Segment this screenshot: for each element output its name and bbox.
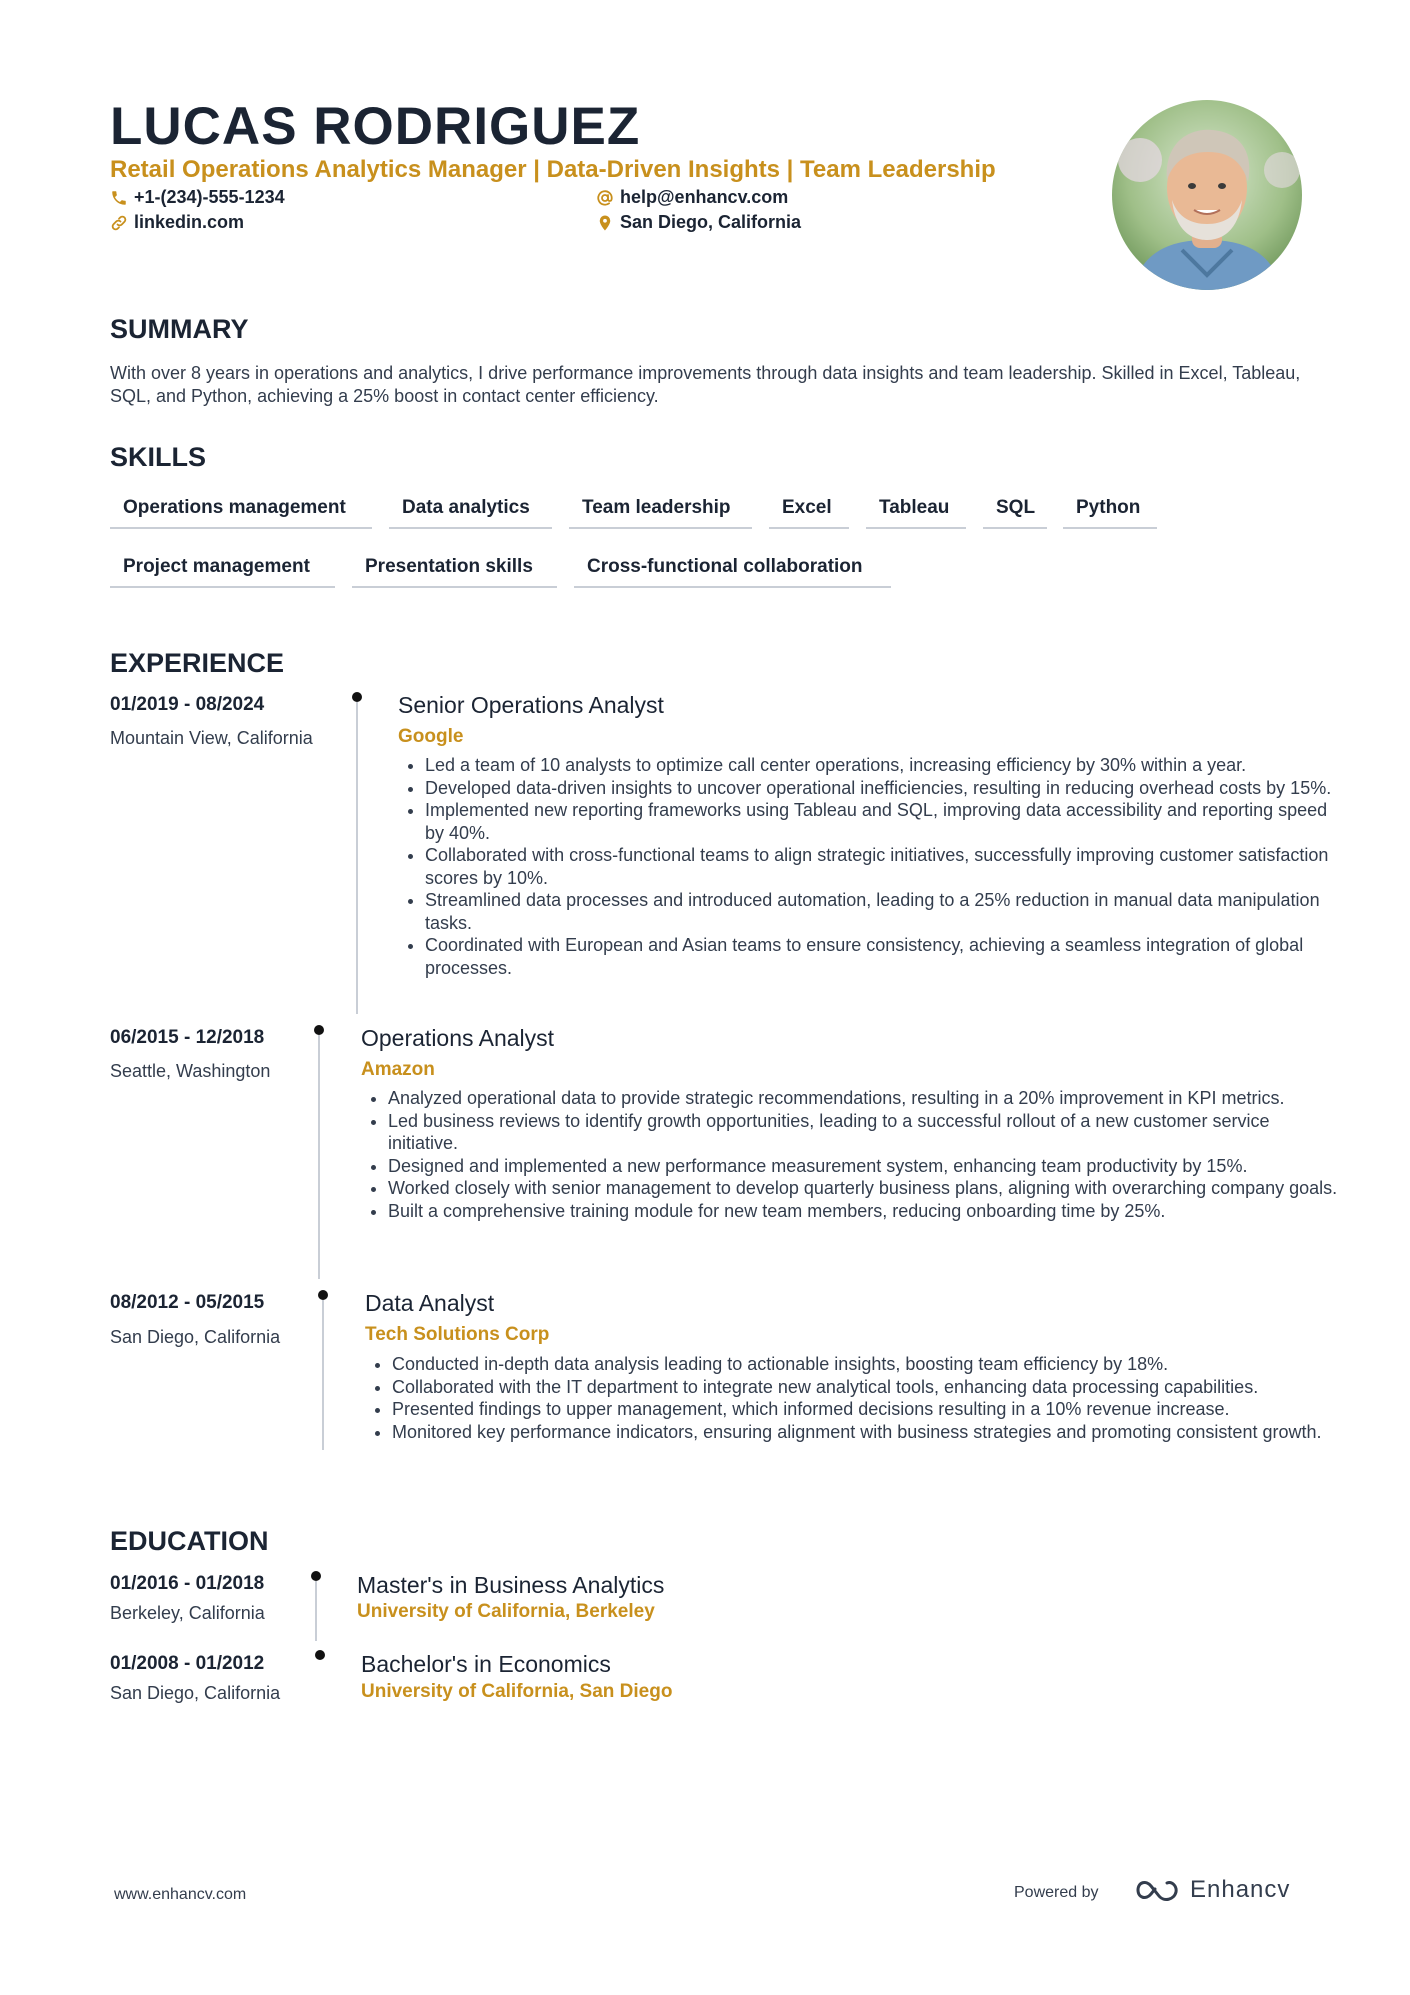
location-text: San Diego, California xyxy=(620,212,802,232)
skill-tag: SQL xyxy=(983,489,1047,529)
education-dates: 01/2016 - 01/2018 xyxy=(110,1573,265,1594)
list-item: • Worked closely with senior management to develop quarterly business plans, aligning with overarching company goals. xyxy=(388,1177,1338,1200)
education-school: University of California, San Diego xyxy=(361,1681,673,1702)
job-bullets xyxy=(364,1087,1338,1222)
job-dates: 08/2012 - 05/2015 xyxy=(110,1292,265,1313)
education-school: University of California, Berkeley xyxy=(357,1601,655,1622)
list-item: • Streamlined data processes and introduced automation, leading to a 25% reduction in manual data manipulation tasks. xyxy=(425,889,1335,934)
list-item: • Designed and implemented a new performance measurement system, enhancing team productivity by 15%. xyxy=(388,1155,1338,1178)
education-dates: 01/2008 - 01/2012 xyxy=(110,1653,265,1674)
at-sign-icon xyxy=(596,189,614,207)
phone-contact[interactable] xyxy=(110,187,285,208)
timeline-dot xyxy=(311,1571,321,1581)
skill-tag: Cross-functional collaboration xyxy=(574,548,891,588)
skills-heading: SKILLS xyxy=(110,442,207,472)
email-contact[interactable] xyxy=(596,187,788,208)
experience-heading: EXPERIENCE xyxy=(110,648,285,678)
skill-tag: Tableau xyxy=(866,489,966,529)
phone-text: +1-(234)-555-1234 xyxy=(134,187,285,207)
job-dates: 01/2019 - 08/2024 xyxy=(110,694,265,715)
list-item: • Conducted in-depth data analysis leading to actionable insights, boosting team efficiency by 18%. xyxy=(392,1353,1332,1376)
job-company: Amazon xyxy=(361,1059,435,1080)
job-role: Data Analyst xyxy=(365,1290,495,1316)
brand-name: Enhancv xyxy=(1190,1876,1291,1903)
summary-text: With over 8 years in operations and analytics, I drive performance improvements through data insights and team leadership. Skilled in Excel, Tableau, SQL, and Python, achieving a 25% boost in contact center efficiency. xyxy=(110,363,1301,406)
timeline-dot xyxy=(318,1290,328,1300)
list-item: • Collaborated with the IT department to integrate new analytical tools, enhancing data processing capabilities. xyxy=(392,1376,1332,1399)
skill-tag: Operations management xyxy=(110,489,372,529)
list-item: • Monitored key performance indicators, ensuring alignment with business strategies and promoting consistent growth. xyxy=(392,1421,1332,1444)
enhancv-logo[interactable] xyxy=(1134,1876,1290,1904)
powered-by-label: Powered by xyxy=(1014,1884,1099,1901)
linkedin-contact[interactable] xyxy=(110,212,244,233)
job-bullets xyxy=(401,754,1335,979)
enhancv-logo-icon xyxy=(1134,1876,1182,1904)
list-item: • Implemented new reporting frameworks using Tableau and SQL, improving data accessibility and reporting speed by 40%. xyxy=(425,799,1335,844)
list-item: • Presented findings to upper management, which informed decisions resulting in a 10% revenue increase. xyxy=(392,1398,1332,1421)
skill-tag: Python xyxy=(1063,489,1157,529)
timeline-dot xyxy=(315,1650,325,1660)
education-location: San Diego, California xyxy=(110,1683,281,1703)
list-item: • Analyzed operational data to provide strategic recommendations, resulting in a 20% improvement in KPI metrics. xyxy=(388,1087,1338,1110)
linkedin-text: linkedin.com xyxy=(134,212,245,232)
list-item: • Led business reviews to identify growth opportunities, leading to a successful rollout of a new customer service initiative. xyxy=(388,1110,1338,1155)
job-company: Tech Solutions Corp xyxy=(365,1324,550,1345)
job-location: Seattle, Washington xyxy=(110,1061,271,1081)
footer-website[interactable]: www.enhancv.com xyxy=(114,1886,247,1903)
job-role: Operations Analyst xyxy=(361,1025,555,1051)
list-item: • Developed data-driven insights to uncover operational inefficiencies, resulting in reducing overhead costs by 15%. xyxy=(425,777,1335,800)
skill-tag: Presentation skills xyxy=(352,548,557,588)
location-contact xyxy=(596,212,801,233)
job-role: Senior Operations Analyst xyxy=(398,692,664,718)
timeline-line xyxy=(322,1300,324,1450)
summary-heading: SUMMARY xyxy=(110,314,249,344)
job-location: San Diego, California xyxy=(110,1327,281,1347)
education-degree: Bachelor's in Economics xyxy=(361,1651,611,1677)
list-item: • Led a team of 10 analysts to optimize call center operations, increasing efficiency by 30% within a year. xyxy=(425,754,1335,777)
skill-tag: Data analytics xyxy=(389,489,552,529)
skill-tag: Excel xyxy=(769,489,849,529)
map-pin-icon xyxy=(596,214,614,232)
job-location: Mountain View, California xyxy=(110,728,313,748)
timeline-dot xyxy=(314,1025,324,1035)
link-icon xyxy=(110,214,128,232)
list-item: • Coordinated with European and Asian teams to ensure consistency, achieving a seamless integration of global processes. xyxy=(425,934,1335,979)
profile-photo xyxy=(1112,100,1302,290)
job-bullets xyxy=(368,1353,1332,1443)
education-location: Berkeley, California xyxy=(110,1603,265,1623)
list-item: • Collaborated with cross-functional teams to align strategic initiatives, successfully improving customer satisfaction scores by 10%. xyxy=(425,844,1335,889)
education-degree: Master's in Business Analytics xyxy=(357,1572,665,1598)
timeline-line xyxy=(356,702,358,1014)
job-dates: 06/2015 - 12/2018 xyxy=(110,1027,265,1048)
candidate-name: LUCAS RODRIGUEZ xyxy=(110,97,641,156)
education-heading: EDUCATION xyxy=(110,1526,269,1556)
timeline-line xyxy=(318,1035,320,1279)
email-text: help@enhancv.com xyxy=(620,187,789,207)
skill-tag: Project management xyxy=(110,548,335,588)
list-item: • Built a comprehensive training module for new team members, reducing onboarding time by 25%. xyxy=(388,1200,1338,1223)
skill-tag: Team leadership xyxy=(569,489,752,529)
phone-icon xyxy=(110,189,128,207)
job-company: Google xyxy=(398,726,464,747)
timeline-dot xyxy=(352,692,362,702)
timeline-line xyxy=(315,1581,317,1641)
candidate-headline: Retail Operations Analytics Manager | Data-Driven Insights | Team Leadership xyxy=(110,156,996,183)
